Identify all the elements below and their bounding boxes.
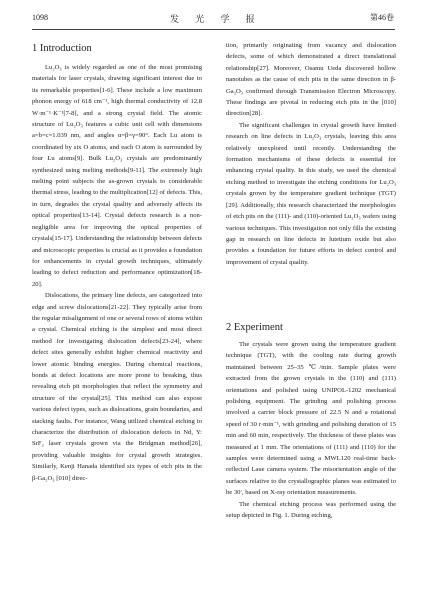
section-heading-introduction: 1 Introduction <box>32 43 92 54</box>
volume-label: 第46卷 <box>370 13 394 22</box>
paragraph: The significant challenges in crystal growth have limited research on line defects in Lu₂O₃ crystals, leaving this area relatively unexplored until recently. Understanding the formation mechanisms of these defects is essential for enhancing crystal quality. In this study, we used the chemical etching method to investigate the etching conditions for Lu₂O₃ crystals grown by the temperature gradient technique (TGT)[29]. Additionally, this research characterized the morphologies of etch pits on the (111)- and (110)-oriented Lu₂O₃ wafers using various techniques. This investigation not only fills the existing gap in research on line defects in lutetium oxide but also provides a foundation for future efforts in defect control and improvement of crystal quality. <box>226 121 396 266</box>
header-rule <box>32 29 395 30</box>
journal-name: 发 光 学 报 <box>170 14 262 24</box>
section-heading-experiment: 2 Experiment <box>226 322 283 333</box>
paragraph: Lu₂O₃ is widely regarded as one of the most promising materials for laser crystals, drawing significant interest due to its remarkable properties[1-6]. These include a low maximum phonon energy of 618 cm⁻¹, high thermal conductivity of 12.8 W·m⁻¹·K⁻¹[7-8], and a strong crystal field. The atomic structure of Lu₂O₃ features a cubic unit cell with dimensions a=b=c=1.039 nm, and angles α=β=γ=90°. Each Lu atom is coordinated by six O atoms, and each O atom is surrounded by four Lu atoms[9]. Bulk Lu₂O₃ crystals are predominantly synthesized using melting methods[9-11]. The extremely high melting point subjects the as-grown crystals to considerable thermal stress, leading to the multiplication[12] of defects. This, in turn, degrades the crystal quality and adversely affects its optical properties[13-14]. Crystal defects research is a non-negligible area for improving the optical properties of crystals[15-17]. Understanding the relationship between defects and microscopic properties is crucial as it provides a foundation for enhancements in crystal growth techniques, ultimately leading to defect reduction and performance optimization[18-20]. <box>32 64 202 288</box>
page-number: 1098 <box>32 13 48 22</box>
paragraph: tion, primarily originating from vacancy and dislocation defects, some of which demonstrated a direct translational relationship[27]. Moreover, Osamu Ueda discovered hollow nanotubes as the cause of etch pits in the same direction in β-Ga₂O₃ confirmed through Transmission Electron Microscopy. These findings are pivotal in reducing etch pits in the [010] direction[28]. <box>226 42 396 118</box>
paragraph: Dislocations, the primary line defects, are categorized into edge and screw dislocations[21-22]. They typically arise from the regular misalignment of one or several rows of atoms within a crystal. Chemical etching is the simplest and most direct method for investigating dislocation defects[23-24], where defect sites generally exhibit higher chemical reactivity and lower atomic binding energies. During chemical reactions, bonds at defect locations are more prone to breaking, thus revealing etch pit morphologies that reflect the symmetry and structure of the crystal[25]. This method can also expose various defect types, such as dislocations, grain boundaries, and stacking faults. For instance, Wang utilized chemical etching to characterize the distribution of dislocation defects in Nd, Y: SrF₂ laser crystals grown via the Bridgman method[26], providing valuable insights for crystal growth strategies. Similarly, Kenji Hanada identified six types of etch pits in the β-Ga₂O₃ [010] direc- <box>32 292 202 482</box>
page-header <box>0 0 427 30</box>
right-column-top <box>226 40 396 268</box>
paragraph: The crystals were grown using the temperature gradient technique (TGT), with the cooling rate during growth maintained between 25–35 ℃/min. Sample plates were extracted from the grown crystals in the (110) and (111) orientations and polished using UNIPOL-1202 mechanical polishing equipment. The grinding and polishing process involved a carrier block pressure of 22.5 N and a rotational speed of 30 r·min⁻¹, with grinding and polishing duration of 15 min and 60 min, respectively. The thickness of these plates was measured at 1 mm. The orientations of (111) and (110) for the samples were determined using a MWL120 real-time back-reflected Laue camera system. The misorientation angle of the surfaces relative to the crystallographic planes was estimated to be 30′, based on X-ray orientation measurements. <box>226 341 396 497</box>
paragraph: The chemical etching process was performed using the setup depicted in Fig. 1. During etching, <box>226 500 396 520</box>
right-column-bottom <box>226 339 396 522</box>
left-column <box>32 62 202 484</box>
